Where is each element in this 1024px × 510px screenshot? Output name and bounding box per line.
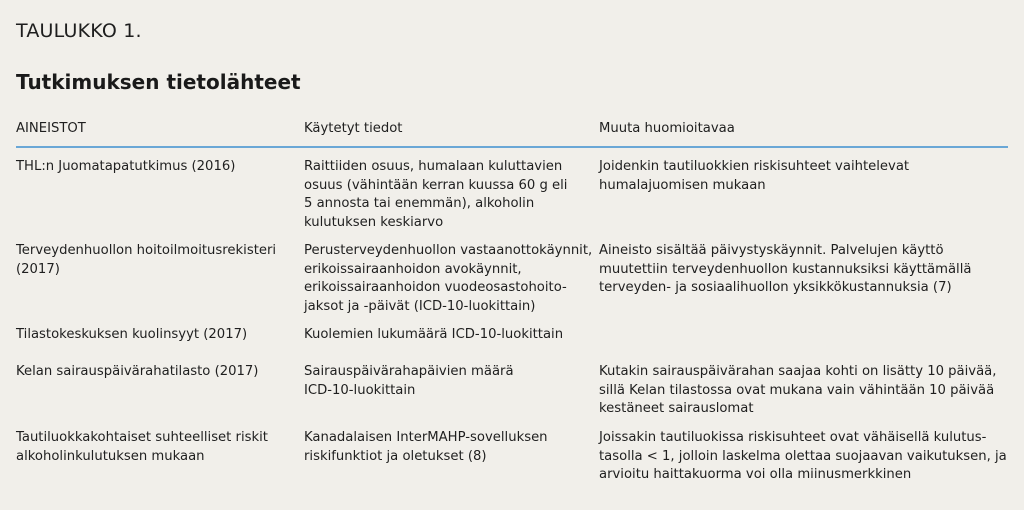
- row-notes: [599, 158, 1008, 242]
- row-notes: [599, 242, 1008, 326]
- text-line: arvioitu haittakuorma voi olla miinusmerkkinen: [599, 467, 912, 483]
- text-line: humalajuomisen mukaan: [599, 177, 766, 193]
- text-line: Kutakin sairauspäivärahan saajaa kohti on lisätty 10 päivää,: [599, 364, 997, 379]
- text-line: Terveydenhuollon hoitoilmoitusrekisteri: [16, 243, 277, 258]
- row-data: [304, 158, 599, 242]
- text-line: Aineisto sisältää päivystyskäynnit. Palvelujen käyttö: [599, 243, 944, 258]
- table-row: [16, 158, 1008, 242]
- table-row: [16, 363, 1008, 429]
- text-line: tasolla < 1, jolloin laskelma olettaa suojaavan vaikutuksen, ja: [599, 448, 1007, 464]
- text-line: ICD-10-luokittain: [304, 382, 416, 398]
- text-line: osuus (vähintään kerran kuussa 60 g eli: [304, 177, 568, 193]
- text-line: Sairauspäivärahapäivien määrä: [304, 364, 514, 379]
- text-line: Kanadalaisen InterMAHP-sovelluksen: [304, 430, 548, 445]
- header-sources: AINEISTOT: [16, 121, 86, 136]
- text-line: terveyden- ja sosiaalihuollon yksikkökustannuksia (7): [599, 280, 952, 296]
- row-source: [16, 363, 304, 429]
- row-data: [304, 429, 599, 499]
- text-line: erikoissairaanhoidon vuodeosastohoito-: [304, 280, 567, 296]
- text-line: Kelan sairauspäivärahatilasto (2017): [16, 364, 259, 379]
- text-line: Joidenkin tautiluokkien riskisuhteet vaihtelevat: [599, 159, 910, 174]
- row-source: [16, 158, 304, 242]
- text-line: kestäneet sairauslomat: [599, 401, 754, 417]
- sources-table: [16, 120, 1008, 499]
- header-notes: Muuta huomioitavaa: [599, 121, 735, 136]
- table-row: [16, 429, 1008, 499]
- text-line: riskifunktiot ja oletukset (8): [304, 448, 487, 464]
- text-line: kulutuksen keskiarvo: [304, 214, 444, 230]
- table-label: TAULUKKO 1.: [16, 20, 142, 42]
- text-line: Joissakin tautiluokissa riskisuhteet ovat vähäisellä kulutus-: [599, 430, 987, 445]
- row-data: [304, 326, 599, 363]
- text-line: muutettiin terveydenhuollon kustannuksiksi käyttämällä: [599, 261, 972, 277]
- text-line: alkoholinkulutuksen mukaan: [16, 448, 205, 464]
- row-data: [304, 242, 599, 326]
- row-notes: [599, 326, 1008, 363]
- row-source: [16, 326, 304, 363]
- table-title: Tutkimuksen tietolähteet: [16, 70, 301, 94]
- row-source: [16, 429, 304, 499]
- header-data-used: Käytetyt tiedot: [304, 121, 403, 136]
- text-line: 5 annosta tai enemmän), alkoholin: [304, 196, 535, 212]
- table-row: [16, 242, 1008, 326]
- row-data: [304, 363, 599, 429]
- text-line: THL:n Juomatapatutkimus (2016): [16, 159, 236, 174]
- text-line: Tilastokeskuksen kuolinsyyt (2017): [16, 327, 248, 342]
- text-line: Tautiluokkakohtaiset suhteelliset riskit: [16, 430, 268, 445]
- text-line: Kuolemien lukumäärä ICD-10-luokittain: [304, 327, 564, 342]
- text-line: Perusterveydenhuollon vastaanottokäynnit,: [304, 243, 593, 258]
- text-line: erikoissairaanhoidon avokäynnit,: [304, 261, 522, 277]
- text-line: sillä Kelan tilastossa ovat mukana vain vähintään 10 päivää: [599, 382, 995, 398]
- row-notes: [599, 429, 1008, 499]
- text-line: jaksot ja -päivät (ICD-10-luokittain): [304, 298, 536, 314]
- text-line: Raittiiden osuus, humalaan kuluttavien: [304, 159, 563, 174]
- row-notes: [599, 363, 1008, 429]
- table-row: [16, 326, 1008, 363]
- table-header: [16, 120, 1008, 148]
- row-source: [16, 242, 304, 326]
- text-line: (2017): [16, 261, 60, 277]
